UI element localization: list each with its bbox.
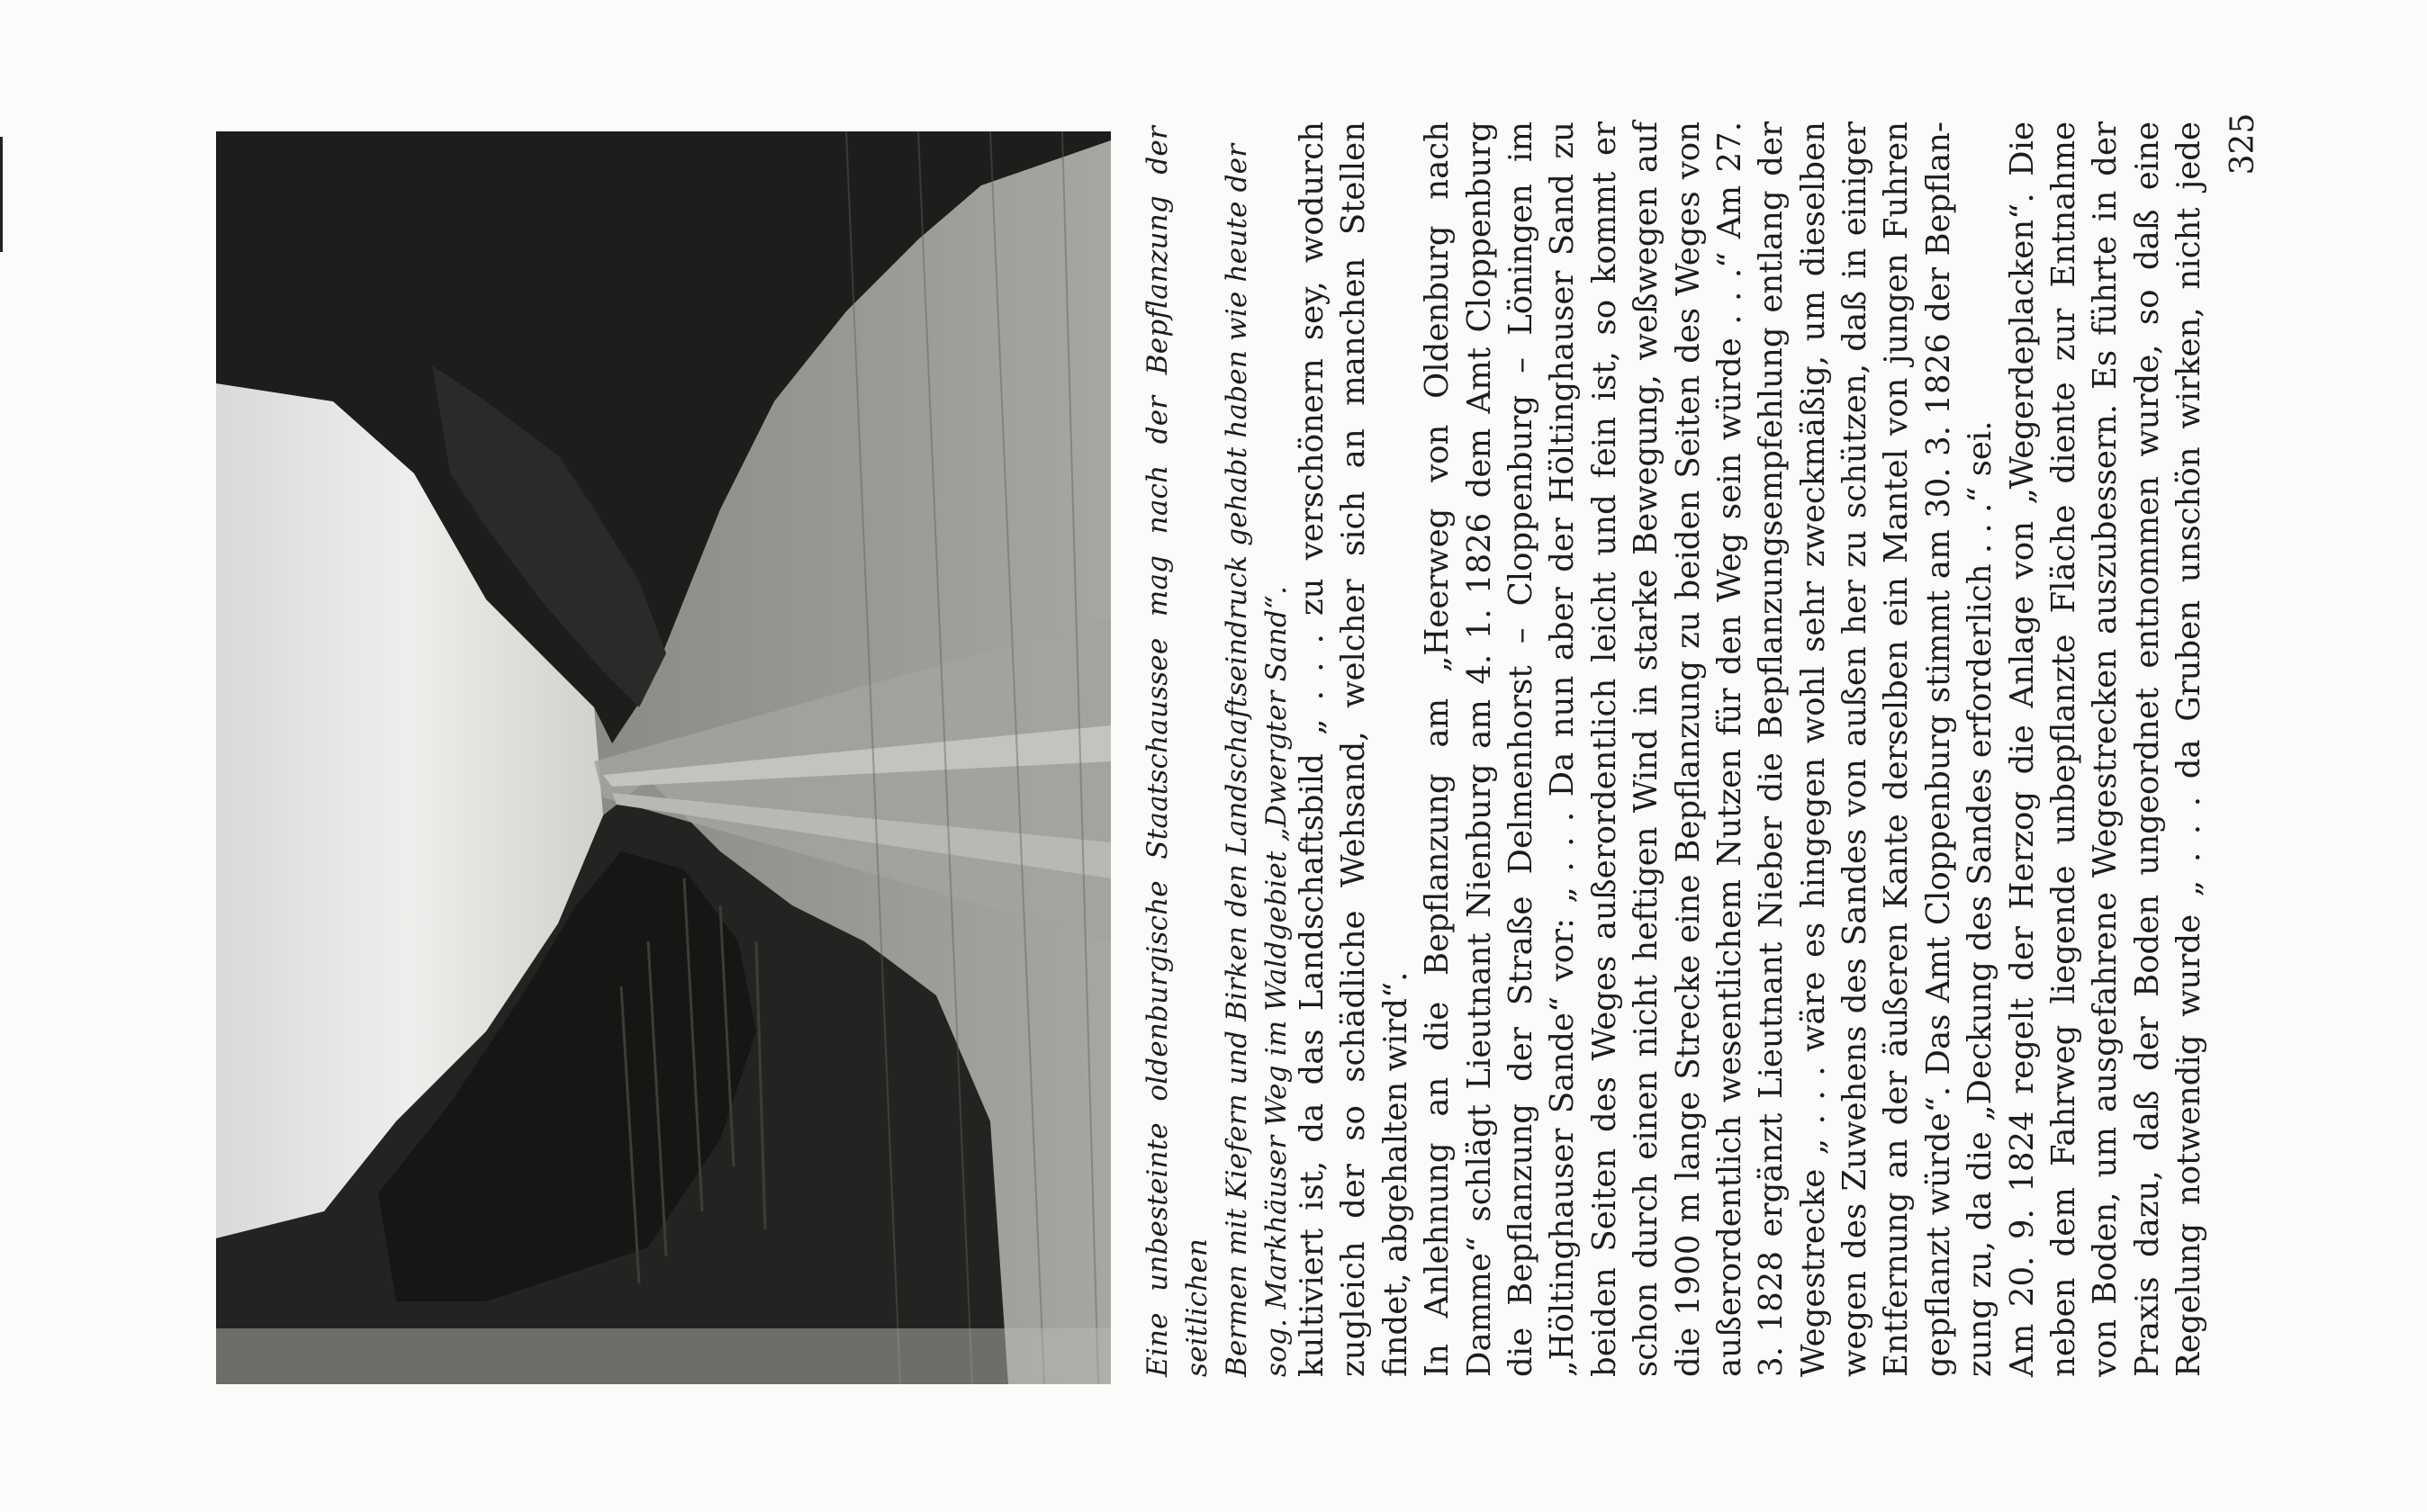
text-line: Wegestrecke „ . . . wäre es hingegen wohl sehr zweckmäßig, um dieselben xyxy=(1794,122,1832,1377)
page-number: 325 xyxy=(2224,112,2261,176)
text-line: Am 20. 9. 1824 regelt der Herzog die Anlage von „Wegerdeplacken“. Die xyxy=(2003,122,2041,1377)
text-line: schon durch einen nicht heftigen Wind in starke Bewegung, weßwegen auf xyxy=(1628,122,1665,1377)
text-line: zugleich der so schädliche Wehsand, welcher sich an manchen Stellen xyxy=(1335,122,1373,1377)
text-line: zung zu, da die „Deckung des Sandes erforderlich . . .“ sei. xyxy=(1962,420,1999,1377)
text-line: neben dem Fahrweg liegende unbepflanzte Fläche diente zur Entnahme xyxy=(2045,122,2083,1377)
photo-image xyxy=(216,131,1111,1384)
text-line: kultiviert ist, da das Landschaftsbild „ . . . zu verschönern sey, wodurch xyxy=(1294,122,1331,1377)
text-line: „Höltinghauser Sande“ vor: „ . . . Da nun aber der Höltinghauser Sand zu xyxy=(1544,122,1582,1377)
body-text xyxy=(1292,122,2211,1377)
text-line: wegen des Zuwehens des Sandes von außen her zu schützen, daß in einiger xyxy=(1836,122,1874,1377)
text-line: 3. 1828 ergänzt Lieutnant Nieber die Bepflanzungsempfehlung entlang der xyxy=(1753,122,1791,1377)
text-line: außerordentlich wesentlichem Nutzen für den Weg sein würde . . .“ Am 27. xyxy=(1710,122,1748,1377)
photo-caption xyxy=(1138,126,1296,1377)
caption-line: Bermen mit Kiefern und Birken den Landschaftseindruck gehabt haben wie heute der xyxy=(1221,143,1253,1377)
forest-road-photograph xyxy=(216,131,1111,1384)
text-line: In Anlehnung an die Bepflanzung am „Heerweg von Oldenburg nach xyxy=(1419,122,1457,1377)
text-line: Praxis dazu, daß der Boden ungeordnet entnommen wurde, so daß eine xyxy=(2128,122,2166,1377)
caption-line: sog. Markhäuser Weg im Waldgebiet „Dwergter Sand“. xyxy=(1260,585,1293,1377)
text-line: Entfernung an der äußeren Kante derselben ein Mantel von jungen Fuhren xyxy=(1878,122,1916,1377)
margin-mark xyxy=(0,137,3,252)
text-line: die Bepflanzung der Straße Delmenhorst – Cloppenburg – Löningen im xyxy=(1502,122,1539,1377)
text-line: findet, abgehalten wird“. xyxy=(1376,971,1414,1377)
caption-line: Eine unbesteinte oldenburgische Staatschaussee mag nach der Bepflanzung der seitlichen xyxy=(1141,126,1214,1377)
text-line: die 1900 m lange Strecke eine Bepflanzung zu beiden Seiten des Weges von xyxy=(1669,122,1707,1377)
text-line: beiden Seiten des Weges außerordentlich leicht und fein ist, so kommt er xyxy=(1585,122,1623,1377)
text-line: Regelung notwendig wurde „ . . . da Gruben unschön wirken, nicht jede xyxy=(2170,122,2208,1377)
text-line: Damme“ schlägt Lieutnant Nienburg am 4. 1. 1826 dem Amt Cloppenburg xyxy=(1460,122,1498,1377)
text-line: gepflanzt würde“. Das Amt Cloppenburg stimmt am 30. 3. 1826 der Bepflan- xyxy=(1919,122,1957,1377)
text-line: von Boden, um ausgefahrene Wegestrecken auszubessern. Es führte in der xyxy=(2087,122,2125,1377)
